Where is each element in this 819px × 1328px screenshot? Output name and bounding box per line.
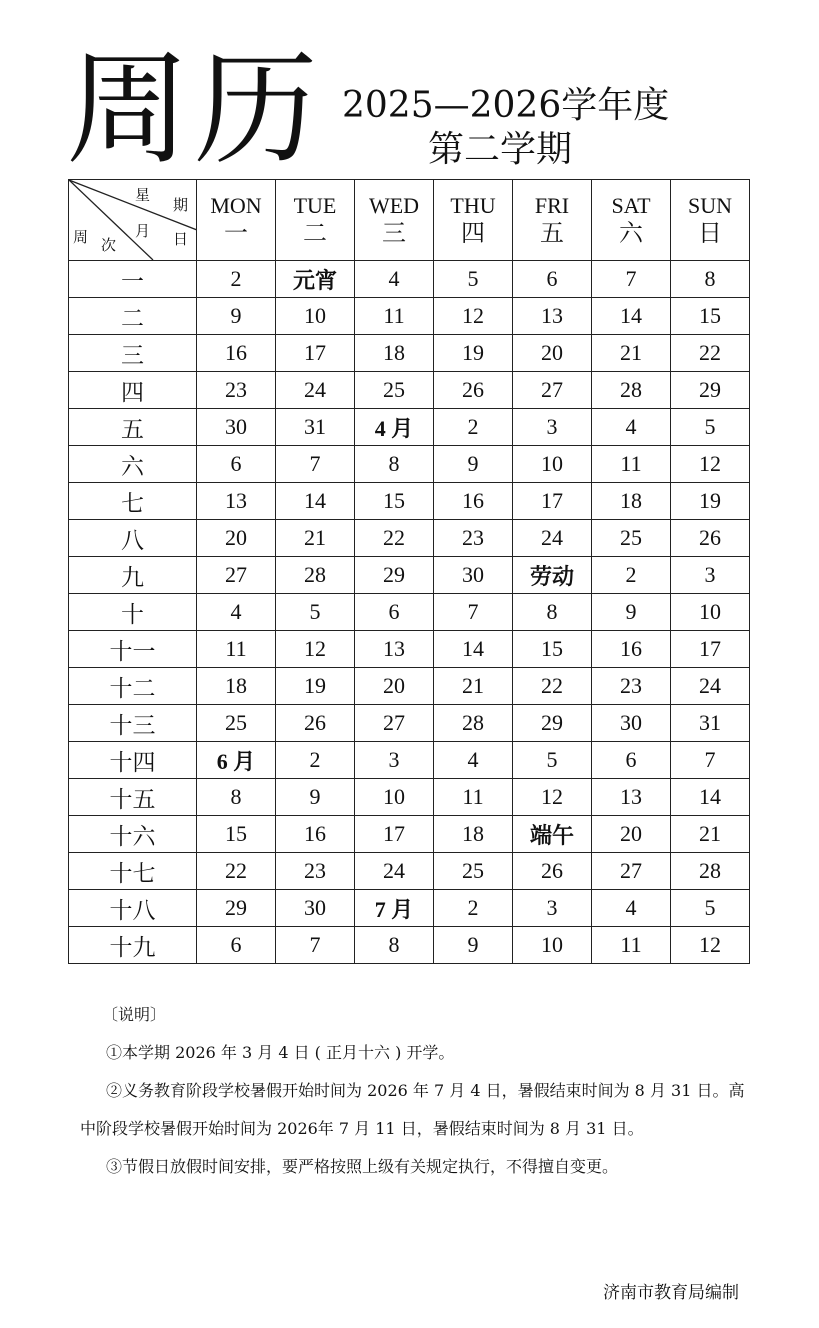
date-cell: 27 xyxy=(513,372,592,409)
date-cell: 21 xyxy=(671,816,750,853)
date-cell: 13 xyxy=(355,631,434,668)
week-row xyxy=(69,927,750,964)
date-cell-marked: 4 月 xyxy=(355,409,434,446)
week-row xyxy=(69,853,750,890)
date-cell: 15 xyxy=(513,631,592,668)
date-cell: 24 xyxy=(355,853,434,890)
week-row xyxy=(69,520,750,557)
week-number-cell: 二 xyxy=(69,298,197,335)
date-cell: 20 xyxy=(592,816,671,853)
note-item-3: ③节假日放假时间安排，要严格按照上级有关规定执行，不得擅自变更。 xyxy=(106,1157,619,1176)
week-number-cell: 十三 xyxy=(69,705,197,742)
date-cell: 9 xyxy=(592,594,671,631)
corner-label-zhou: 周 xyxy=(73,230,89,246)
date-cell: 14 xyxy=(592,298,671,335)
date-cell: 8 xyxy=(513,594,592,631)
week-row xyxy=(69,298,750,335)
date-cell-marked: 劳动 xyxy=(513,557,592,594)
date-cell: 19 xyxy=(671,483,750,520)
date-cell: 29 xyxy=(355,557,434,594)
week-number-cell: 十六 xyxy=(69,816,197,853)
page-big-title: 周历 xyxy=(66,38,323,182)
date-cell: 9 xyxy=(434,446,513,483)
date-cell: 22 xyxy=(197,853,276,890)
day-header-tue: TUE 二 xyxy=(276,180,355,261)
week-number-cell: 十四 xyxy=(69,742,197,779)
date-cell: 30 xyxy=(276,890,355,927)
date-cell: 29 xyxy=(197,890,276,927)
date-cell: 21 xyxy=(434,668,513,705)
date-cell-marked: 7 月 xyxy=(355,890,434,927)
week-calendar-table xyxy=(68,179,750,964)
date-cell: 22 xyxy=(355,520,434,557)
date-cell: 8 xyxy=(355,446,434,483)
week-row xyxy=(69,372,750,409)
date-cell: 3 xyxy=(671,557,750,594)
date-cell: 2 xyxy=(592,557,671,594)
week-number-cell: 十八 xyxy=(69,890,197,927)
date-cell: 10 xyxy=(513,446,592,483)
date-cell: 12 xyxy=(276,631,355,668)
date-cell: 16 xyxy=(592,631,671,668)
date-cell: 16 xyxy=(197,335,276,372)
date-cell: 8 xyxy=(197,779,276,816)
date-cell: 5 xyxy=(671,890,750,927)
date-cell: 19 xyxy=(434,335,513,372)
date-cell: 14 xyxy=(434,631,513,668)
date-cell: 25 xyxy=(355,372,434,409)
corner-label-ci: 次 xyxy=(101,238,117,254)
date-cell: 12 xyxy=(513,779,592,816)
week-number-cell: 八 xyxy=(69,520,197,557)
date-cell: 9 xyxy=(197,298,276,335)
date-cell: 24 xyxy=(513,520,592,557)
date-cell: 26 xyxy=(276,705,355,742)
week-number-cell: 十五 xyxy=(69,779,197,816)
date-cell-marked: 元宵 xyxy=(276,261,355,298)
date-cell: 20 xyxy=(197,520,276,557)
date-cell: 17 xyxy=(276,335,355,372)
date-cell: 25 xyxy=(434,853,513,890)
day-header-fri: FRI 五 xyxy=(513,180,592,261)
date-cell: 3 xyxy=(513,890,592,927)
week-number-cell: 六 xyxy=(69,446,197,483)
date-cell: 27 xyxy=(592,853,671,890)
date-cell: 16 xyxy=(434,483,513,520)
date-cell: 7 xyxy=(671,742,750,779)
date-cell: 22 xyxy=(513,668,592,705)
date-cell: 11 xyxy=(592,927,671,964)
date-cell: 7 xyxy=(276,446,355,483)
date-cell: 27 xyxy=(355,705,434,742)
date-cell: 28 xyxy=(434,705,513,742)
date-cell: 15 xyxy=(671,298,750,335)
week-number-cell: 十九 xyxy=(69,927,197,964)
date-cell: 23 xyxy=(276,853,355,890)
date-cell: 28 xyxy=(671,853,750,890)
week-row xyxy=(69,890,750,927)
date-cell: 26 xyxy=(513,853,592,890)
date-cell: 13 xyxy=(197,483,276,520)
date-cell: 2 xyxy=(434,890,513,927)
academic-year-title: 2025—2026学年度 xyxy=(342,85,670,126)
corner-label-yue: 月 xyxy=(135,224,151,240)
date-cell: 17 xyxy=(513,483,592,520)
date-cell: 6 xyxy=(592,742,671,779)
date-cell: 26 xyxy=(671,520,750,557)
date-cell: 10 xyxy=(276,298,355,335)
date-cell: 5 xyxy=(276,594,355,631)
date-cell: 30 xyxy=(592,705,671,742)
date-cell: 23 xyxy=(592,668,671,705)
date-cell: 2 xyxy=(197,261,276,298)
week-row xyxy=(69,705,750,742)
date-cell: 13 xyxy=(513,298,592,335)
date-cell: 30 xyxy=(434,557,513,594)
date-cell: 18 xyxy=(434,816,513,853)
date-cell: 10 xyxy=(513,927,592,964)
date-cell: 17 xyxy=(355,816,434,853)
date-cell: 11 xyxy=(592,446,671,483)
date-cell: 11 xyxy=(197,631,276,668)
date-cell: 31 xyxy=(671,705,750,742)
date-cell: 18 xyxy=(592,483,671,520)
date-cell: 29 xyxy=(671,372,750,409)
date-cell: 15 xyxy=(355,483,434,520)
date-cell: 8 xyxy=(355,927,434,964)
week-row xyxy=(69,335,750,372)
week-row xyxy=(69,261,750,298)
week-number-cell: 十一 xyxy=(69,631,197,668)
footer-compiler: 济南市教育局编制 xyxy=(603,1283,739,1303)
week-number-cell: 四 xyxy=(69,372,197,409)
note-item-1: ①本学期 2026 年 3 月 4 日 ( 正月十六 ) 开学。 xyxy=(106,1043,455,1062)
notes-heading: 〔说明〕 xyxy=(102,1005,167,1024)
date-cell: 26 xyxy=(434,372,513,409)
week-number-cell: 九 xyxy=(69,557,197,594)
day-header-wed: WED 三 xyxy=(355,180,434,261)
date-cell: 16 xyxy=(276,816,355,853)
date-cell: 2 xyxy=(276,742,355,779)
corner-label-qi: 期 xyxy=(173,198,189,214)
date-cell-marked: 端午 xyxy=(513,816,592,853)
date-cell: 3 xyxy=(513,409,592,446)
date-cell: 15 xyxy=(197,816,276,853)
date-cell: 11 xyxy=(434,779,513,816)
week-number-cell: 十七 xyxy=(69,853,197,890)
week-number-cell: 七 xyxy=(69,483,197,520)
note-item-2: ②义务教育阶段学校暑假开始时间为 2026 年 7 月 4 日，暑假结束时间为 8 月 31 日。高中阶段学校暑假开始时间为 2026年 7 月 11 日，暑假结束时间为 8 月 31 日。 xyxy=(80,1081,745,1138)
date-cell: 4 xyxy=(592,890,671,927)
date-cell: 12 xyxy=(434,298,513,335)
date-cell: 22 xyxy=(671,335,750,372)
date-cell: 28 xyxy=(276,557,355,594)
date-cell: 10 xyxy=(355,779,434,816)
date-cell: 18 xyxy=(197,668,276,705)
date-cell: 7 xyxy=(434,594,513,631)
date-cell-marked: 6 月 xyxy=(197,742,276,779)
day-header-sun: SUN 日 xyxy=(671,180,750,261)
date-cell: 14 xyxy=(276,483,355,520)
date-cell: 3 xyxy=(355,742,434,779)
date-cell: 13 xyxy=(592,779,671,816)
date-cell: 11 xyxy=(355,298,434,335)
week-row xyxy=(69,594,750,631)
date-cell: 4 xyxy=(592,409,671,446)
term-title: 第二学期 xyxy=(428,129,573,170)
date-cell: 20 xyxy=(355,668,434,705)
date-cell: 27 xyxy=(197,557,276,594)
date-cell: 21 xyxy=(276,520,355,557)
date-cell: 30 xyxy=(197,409,276,446)
date-cell: 4 xyxy=(355,261,434,298)
week-row xyxy=(69,557,750,594)
day-header-sat: SAT 六 xyxy=(592,180,671,261)
date-cell: 6 xyxy=(355,594,434,631)
week-row xyxy=(69,816,750,853)
date-cell: 5 xyxy=(434,261,513,298)
date-cell: 5 xyxy=(671,409,750,446)
date-cell: 23 xyxy=(434,520,513,557)
date-cell: 20 xyxy=(513,335,592,372)
date-cell: 25 xyxy=(592,520,671,557)
corner-label-xing: 星 xyxy=(135,188,151,204)
week-row xyxy=(69,409,750,446)
date-cell: 12 xyxy=(671,446,750,483)
week-number-cell: 三 xyxy=(69,335,197,372)
day-header-mon: MON 一 xyxy=(197,180,276,261)
date-cell: 21 xyxy=(592,335,671,372)
week-row xyxy=(69,742,750,779)
date-cell: 29 xyxy=(513,705,592,742)
date-cell: 25 xyxy=(197,705,276,742)
week-row xyxy=(69,631,750,668)
date-cell: 8 xyxy=(671,261,750,298)
week-row xyxy=(69,483,750,520)
date-cell: 6 xyxy=(197,446,276,483)
date-cell: 7 xyxy=(592,261,671,298)
header-corner-cell xyxy=(69,180,197,261)
date-cell: 9 xyxy=(276,779,355,816)
date-cell: 24 xyxy=(671,668,750,705)
corner-label-ri: 日 xyxy=(173,232,189,248)
week-number-cell: 五 xyxy=(69,409,197,446)
week-number-cell: 一 xyxy=(69,261,197,298)
date-cell: 18 xyxy=(355,335,434,372)
date-cell: 19 xyxy=(276,668,355,705)
date-cell: 6 xyxy=(513,261,592,298)
date-cell: 4 xyxy=(197,594,276,631)
calendar-body xyxy=(69,261,750,964)
date-cell: 23 xyxy=(197,372,276,409)
date-cell: 14 xyxy=(671,779,750,816)
notes-section xyxy=(80,996,745,1186)
header-row xyxy=(69,180,750,261)
date-cell: 24 xyxy=(276,372,355,409)
date-cell: 5 xyxy=(513,742,592,779)
date-cell: 7 xyxy=(276,927,355,964)
week-row xyxy=(69,668,750,705)
date-cell: 10 xyxy=(671,594,750,631)
date-cell: 9 xyxy=(434,927,513,964)
week-number-cell: 十二 xyxy=(69,668,197,705)
date-cell: 2 xyxy=(434,409,513,446)
date-cell: 17 xyxy=(671,631,750,668)
date-cell: 4 xyxy=(434,742,513,779)
date-cell: 28 xyxy=(592,372,671,409)
week-row xyxy=(69,446,750,483)
date-cell: 12 xyxy=(671,927,750,964)
week-number-cell: 十 xyxy=(69,594,197,631)
date-cell: 6 xyxy=(197,927,276,964)
week-row xyxy=(69,779,750,816)
day-header-thu: THU 四 xyxy=(434,180,513,261)
date-cell: 31 xyxy=(276,409,355,446)
